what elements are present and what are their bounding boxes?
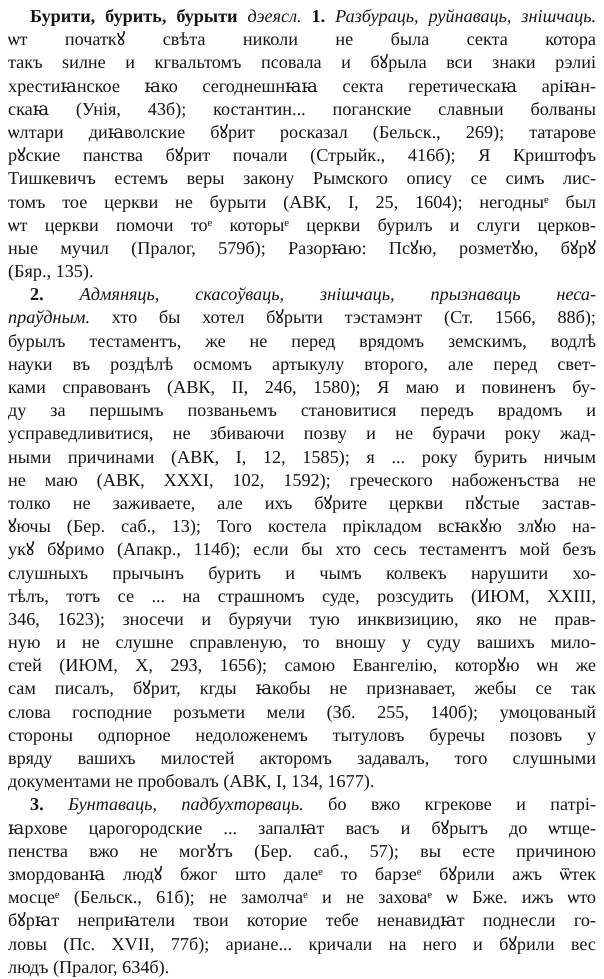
text-line: ду за першымъ позваньемъ становитися передъ врадомъ и [8,400,596,421]
text-line: укꙋ бꙋримо (Апакр., 114б); если бы хто сесь тестаментъ мой безъ [8,539,596,560]
text-line: вряду вашихъ милостей акторомъ задавалъ, того слушными [8,748,596,768]
text-line: ѡлтари диꙗволские бꙋрит росказал (Бельск., 269); татарове [8,121,596,142]
sense-definition: Адмяняць, скасоўваць, знішчаць, прызнаваць неса- [79,284,596,305]
text-line: (Бяр., 135). [8,261,94,282]
text-line: людъ (Пралог, 634б). [8,956,170,977]
sense-number: 1. [311,6,326,26]
text-line: пенства вжо не могꙋтъ (Бер. саб., 57); вы есте причиною [8,840,596,861]
text-line: слова господние розъмети мели (Зб. 255, 140б); умоцованый [8,701,596,722]
sense-3-first-line: 3. Бунтаваць, падбухторваць. бо вжо кгрекове и патрі- [30,794,596,815]
text-line: не маю (АВК, XXXI, 102, 1592); греческого набоженъства не [8,469,596,490]
sense-2-first-line [8,283,596,306]
text-line: ные мучил (Пралог, 579б); Разорꙗю: Псꙋю, розметꙋю, бꙋрꙋ [8,237,596,258]
text-line: бꙋрꙗт неприꙗтели твои которие тебе ненавидꙗт поднесли го- [8,910,596,931]
text-line: праўдным. хто бы хотел бꙋрыти тэстамэнт (Ст. 1566, 88б); [8,307,596,328]
text-line: тѣлъ, тотъ се ... на страшномъ суде, розсудить (ИЮМ, XXIII, [8,585,596,606]
sense-definition-continued: праўдным. [8,307,91,328]
entry-line [8,5,596,28]
text-line: ными причинами (АВК, I, 12, 1585); я ... року бурить ничым [8,446,596,467]
text-line: толко не заживаете, але ихъ бꙋрите церкви пꙋстые застав- [8,492,596,513]
text-line: ную и не слушне справленую, то вношу у суду вашихъ мило- [8,632,596,653]
text-line: стороны одпорное недоложенемъ тытуловъ буречы позовъ у [8,724,596,745]
text-line: документами не пробовалъ (АВК, I, 134, 1677). [8,771,375,792]
text-line: мосцеᵉ (Бельск., 61б); не замолчаᵉ и не заховаᵉ ѡ Бже. ижъ ѡто [8,887,596,908]
grammar-label: дэеясл. [247,6,302,26]
text-line: скаꙗ (Унія, 43б); костантин... поганские славныи болваны [8,98,596,119]
text-line: ꙗрхове царогородские ... запалꙗт васъ и бꙋрытъ до ѡтще- [8,817,596,838]
text-line: ѡт початкꙋ свѣта николи не была секта котора [8,29,596,50]
sense-number: 3. [30,794,44,815]
headword: Бурити, бурить, бурыти [30,6,238,26]
text-line: 346, 1623); зносечи и буряучи тую инквизицию, яко не прав- [8,608,596,629]
text-line: слушныхъ прычынъ бурить и чымъ колвекъ нарушити хо- [8,562,596,583]
text-line: ꙋючы (Бер. саб., 13); Того костела прікладом всꙗкꙋю злꙋю на- [8,516,596,537]
text-line: науки въ роздѣлѣ осмомъ артыкулу второго, але перед свет- [8,353,596,374]
sense-number: 2. [30,284,44,305]
text-line: томъ тое церкви не бурыти (АВК, I, 25, 1604); негодныᵉ был [8,191,596,212]
sense-definition: Разбураць, руйнаваць, знішчаць. [335,6,596,26]
text-line: Тишкевичъ естемъ веры закону Рымского опису се симъ лис- [8,168,596,189]
text-line: стей (ИЮМ, X, 293, 1656); самою Евангелію, которꙋю ѡн же [8,655,596,676]
sense-definition: Бунтаваць, падбухторваць. [68,794,304,815]
text-line: такъ ѕилне и кгвальтомъ псовала и бꙋрыла вси знаки рэлиі [8,52,596,73]
text-line: ловы (Пс. XVII, 77б); ариане... кричали на него и бꙋрили вес [8,933,596,954]
text-line: бурылъ тестаментъ, же не перед врядомъ земскимъ, водлѣ [8,330,596,351]
text-line: хрестиꙗнское ꙗко сегоднешнꙗꙗ секта геретическаꙗ аріꙗн- [8,75,596,96]
text-line: усправедливитися, не збиваючи позву и не бурачи року жад- [8,423,596,444]
text-line: змордованꙗ людꙋ бжог што далеᵉ то барзеᵉ бꙋрили ажъ ѿтек [8,863,596,884]
text-line: сам писалъ, бꙋрит, кгды ꙗкобы не признавает, жебы се так [8,678,596,699]
text-line: ками справованъ (АВК, II, 246, 1580); Я маю и повиненъ бу- [8,377,596,397]
text-line: рꙋские панства бꙋрит почали (Стрыйк., 416б); Я Криштофъ [8,145,596,166]
text-line: ѡт церкви помочи тоᵉ которыᵉ церкви бурилъ и слуги церков- [8,214,596,235]
